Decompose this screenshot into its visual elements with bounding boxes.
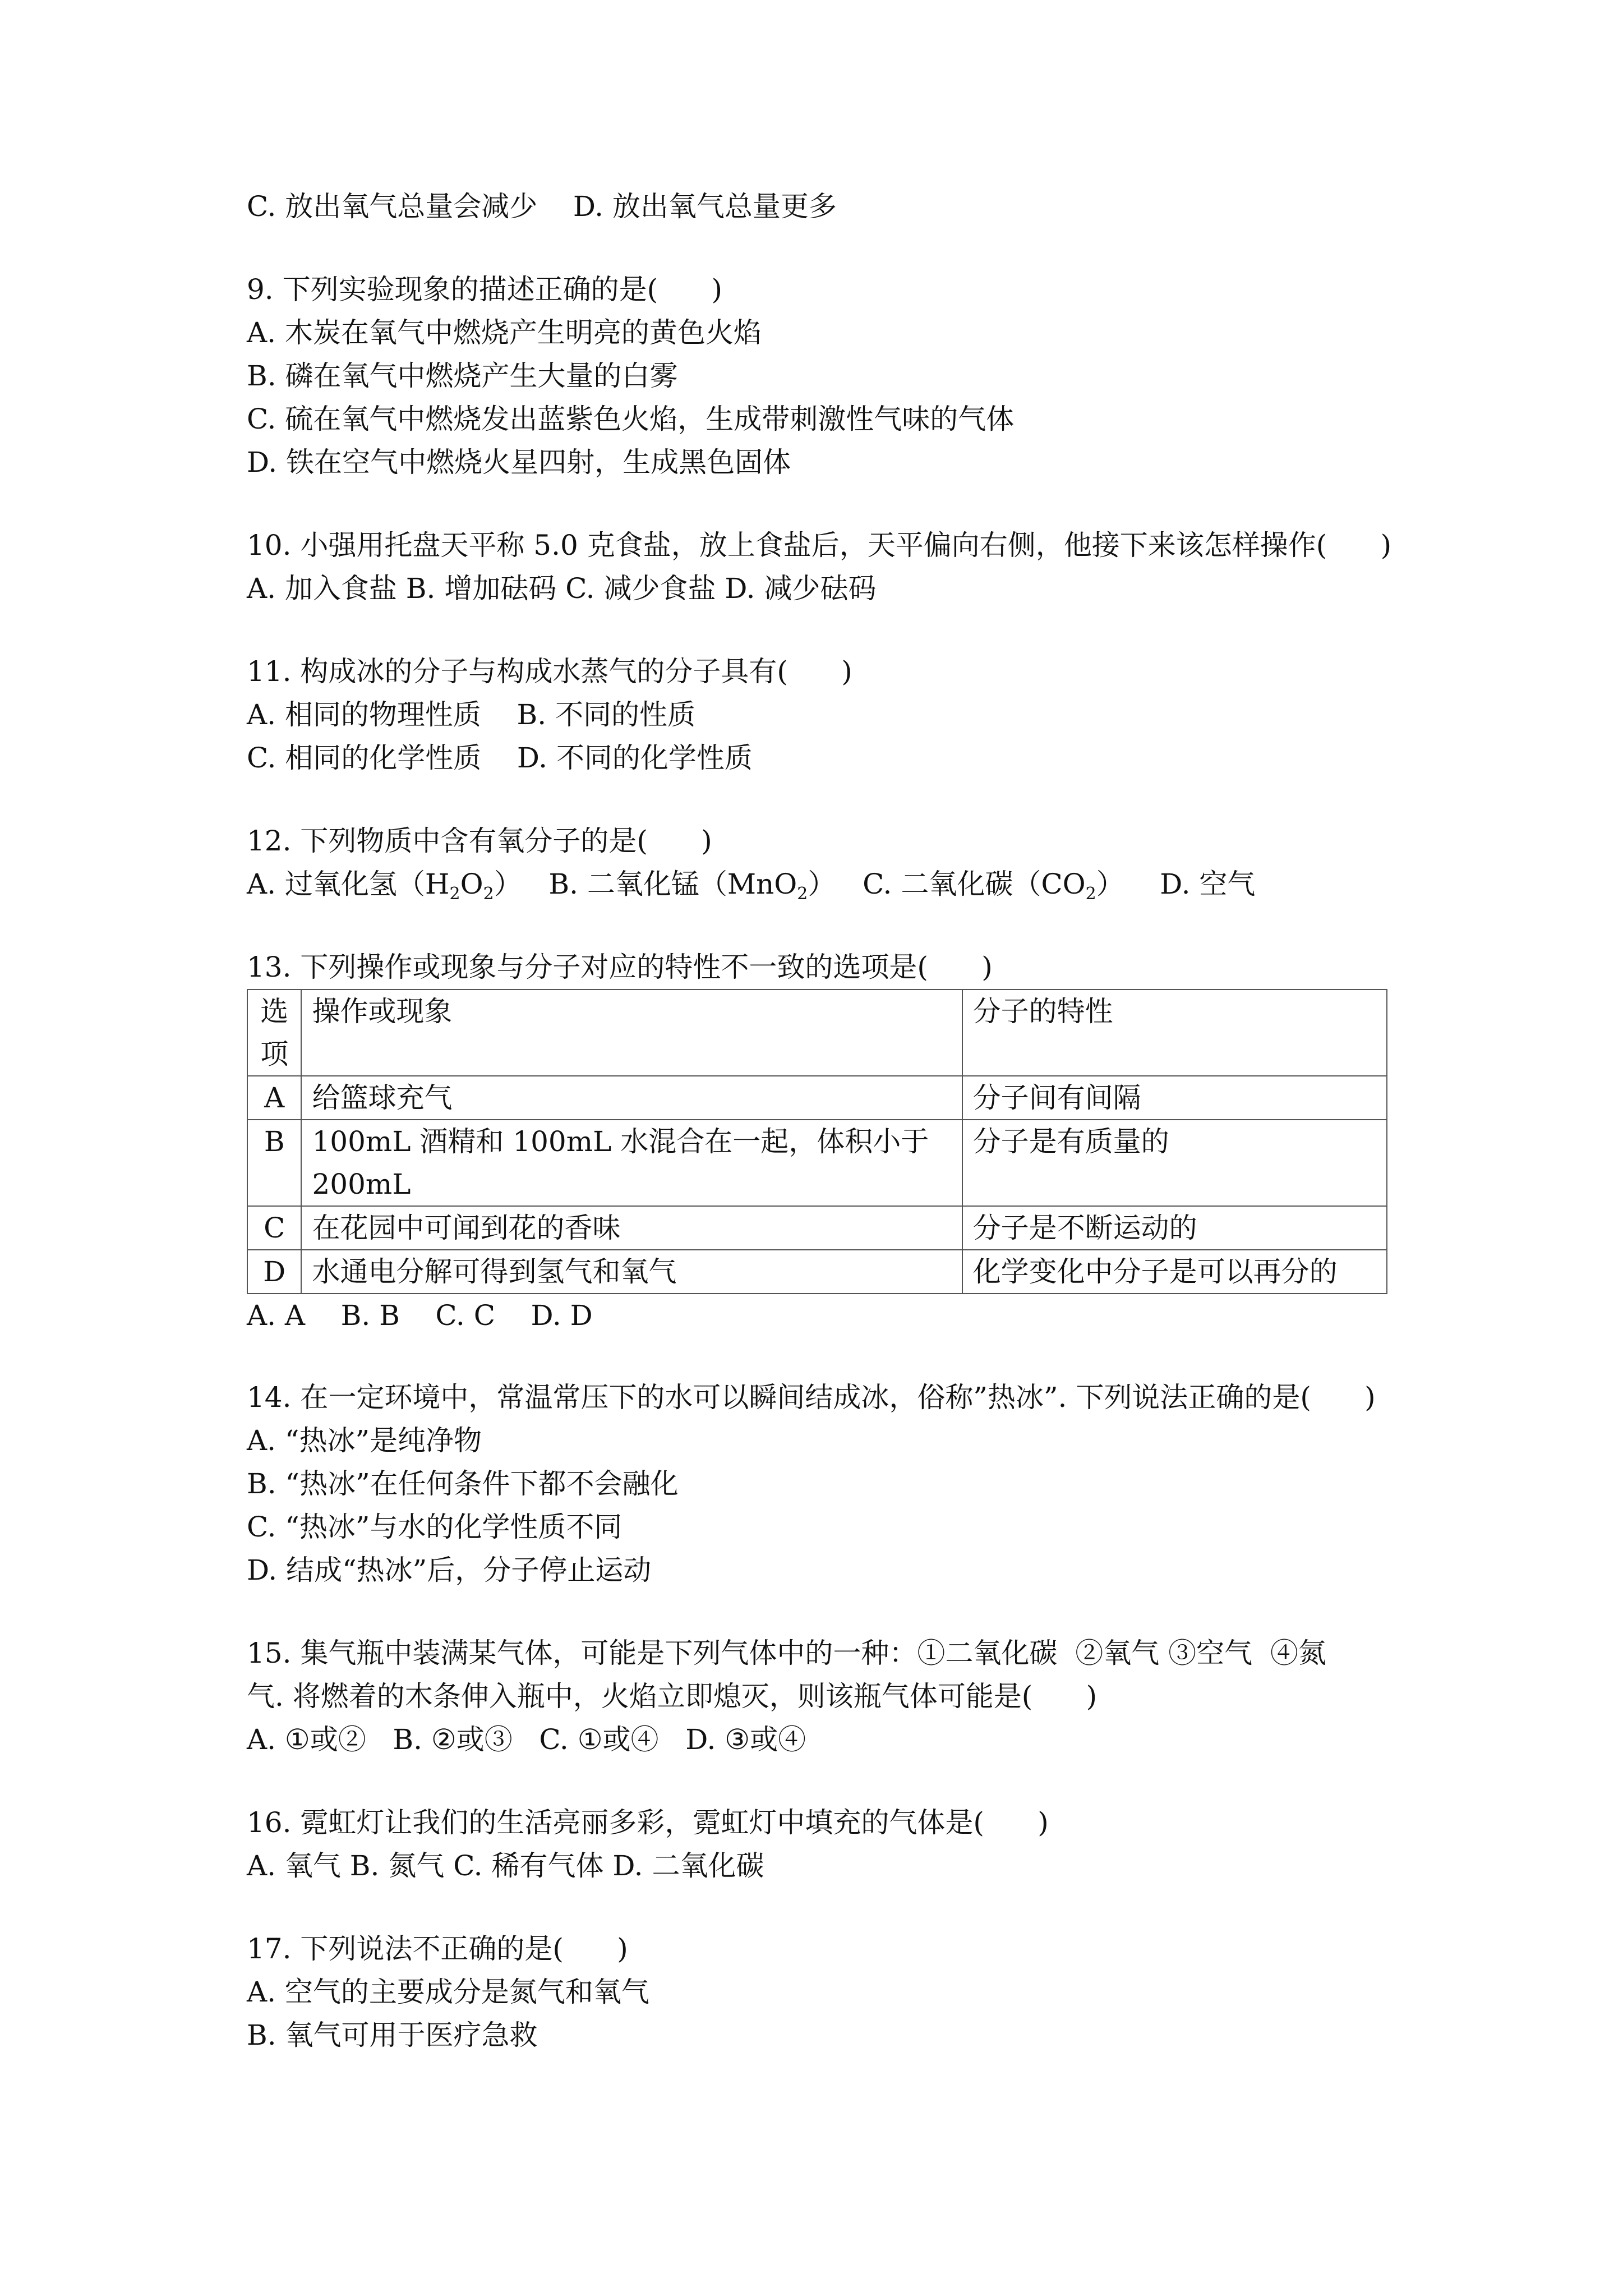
question-17 — [247, 1927, 1424, 2057]
spacer — [247, 1592, 1424, 1632]
q16-options: A. 氧气 B. 氮气 C. 稀有气体 D. 二氧化碳 — [247, 1849, 764, 1882]
spacer — [247, 484, 1424, 524]
row-phenomenon: 给篮球充气 — [301, 1076, 962, 1120]
q13-title: 13. 下列操作或现象与分子对应的特性不一致的选项是( ) — [247, 951, 993, 983]
row-property: 化学变化中分子是可以再分的 — [962, 1250, 1387, 1294]
spacer — [247, 610, 1424, 650]
q9-option-b: B. 磷在氧气中燃烧产生大量的白雾 — [247, 360, 678, 392]
q11-options-ab: A. 相同的物理性质 B. 不同的性质 — [247, 698, 695, 731]
q16-title: 16. 霓虹灯让我们的生活亮丽多彩，霓虹灯中填充的气体是( ) — [247, 1806, 1049, 1839]
q11-options-cd: C. 相同的化学性质 D. 不同的化学性质 — [247, 742, 753, 774]
q11-title: 11. 构成冰的分子与构成水蒸气的分子具有( ) — [247, 655, 852, 688]
row-property: 分子间有间隔 — [962, 1076, 1387, 1120]
spacer — [247, 780, 1424, 820]
spacer — [247, 1888, 1424, 1927]
question-16 — [247, 1801, 1424, 1888]
row-option: D — [247, 1250, 301, 1294]
q15-title-line2: 气. 将燃着的木条伸入瓶中，火焰立即熄灭，则该瓶气体可能是( ) — [247, 1680, 1098, 1713]
table-row — [247, 1076, 1387, 1120]
row-property: 分子是不断运动的 — [962, 1206, 1387, 1250]
row-option: A — [247, 1076, 301, 1120]
q12-option-a: A. 过氧化氢$(H_2O_2)$ — [247, 868, 549, 904]
question-11 — [247, 650, 1424, 780]
q10-title: 10. 小强用托盘天平称 5.0 克食盐，放上食盐后，天平偏向右侧，他接下来该怎样操作( ) — [247, 529, 1392, 562]
question-13 — [247, 946, 1424, 1337]
q14-option-d: D. 结成“热冰”后，分子停止运动 — [247, 1554, 652, 1586]
header-phenomenon: 操作或现象 — [301, 990, 962, 1076]
q12-options — [247, 863, 1424, 906]
table-row — [247, 1206, 1387, 1250]
q9-option-a: A. 木炭在氧气中燃烧产生明亮的黄色火焰 — [247, 316, 762, 349]
q12-option-d: D. 空气 — [1160, 868, 1256, 900]
header-property: 分子的特性 — [962, 990, 1387, 1076]
q13-table — [247, 989, 1387, 1294]
q8-options-cd: C. 放出氧气总量会减少 D. 放出氧气总量更多 — [247, 190, 837, 223]
q9-title: 9. 下列实验现象的描述正确的是( ) — [247, 273, 722, 306]
q17-title: 17. 下列说法不正确的是( ) — [247, 1932, 628, 1965]
row-property: 分子是有质量的 — [962, 1120, 1387, 1206]
table-header-row — [247, 990, 1387, 1076]
question-9 — [247, 268, 1424, 484]
q12-title: 12. 下列物质中含有氧分子的是( ) — [247, 825, 712, 857]
q17-option-b: B. 氧气可用于医疗急救 — [247, 2019, 538, 2051]
q9-option-d: D. 铁在空气中燃烧火星四射，生成黑色固体 — [247, 446, 791, 478]
q12-option-c: C. 二氧化碳$(CO_2)$ — [863, 868, 1160, 904]
table-row — [247, 1120, 1387, 1206]
q10-options: A. 加入食盐 B. 增加砝码 C. 减少食盐 D. 减少砝码 — [247, 572, 877, 605]
row-phenomenon: 100mL 酒精和 100mL 水混合在一起，体积小于 200mL — [301, 1120, 962, 1206]
row-option: B — [247, 1120, 301, 1206]
q14-option-a: A. “热冰”是纯净物 — [247, 1424, 482, 1457]
row-phenomenon: 在花园中可闻到花的香味 — [301, 1206, 962, 1250]
row-phenomenon: 水通电分解可得到氢气和氧气 — [301, 1250, 962, 1294]
question-12 — [247, 820, 1424, 906]
spacer — [247, 228, 1424, 268]
q15-title-line1: 15. 集气瓶中装满某气体，可能是下列气体中的一种：①二氧化碳 ②氧气 ③空气 ④氮 — [247, 1637, 1326, 1669]
question-15 — [247, 1632, 1424, 1761]
q14-option-c: C. “热冰”与水的化学性质不同 — [247, 1511, 623, 1543]
q14-title: 14. 在一定环境中，常温常压下的水可以瞬间结成冰，俗称”热冰”. 下列说法正确的是( ) — [247, 1381, 1376, 1414]
header-option: 选项 — [247, 990, 301, 1076]
q12-option-b: B. 二氧化锰（MnO$_2$） — [548, 868, 863, 904]
exam-page — [247, 185, 1424, 2057]
row-option: C — [247, 1206, 301, 1250]
q17-option-a: A. 空气的主要成分是氮气和氧气 — [247, 1976, 649, 2008]
q14-option-b: B. “热冰”在任何条件下都不会融化 — [247, 1467, 679, 1500]
q13-options: A. A B. B C. C D. D — [247, 1299, 593, 1332]
spacer — [247, 1761, 1424, 1801]
spacer — [247, 906, 1424, 946]
question-14 — [247, 1376, 1424, 1592]
q9-option-c: C. 硫在氧气中燃烧发出蓝紫色火焰，生成带刺激性气味的气体 — [247, 403, 1015, 435]
table-row — [247, 1250, 1387, 1294]
spacer — [247, 1337, 1424, 1376]
q15-options: A. ①或② B. ②或③ C. ①或④ D. ③或④ — [247, 1723, 806, 1756]
question-10 — [247, 524, 1424, 610]
